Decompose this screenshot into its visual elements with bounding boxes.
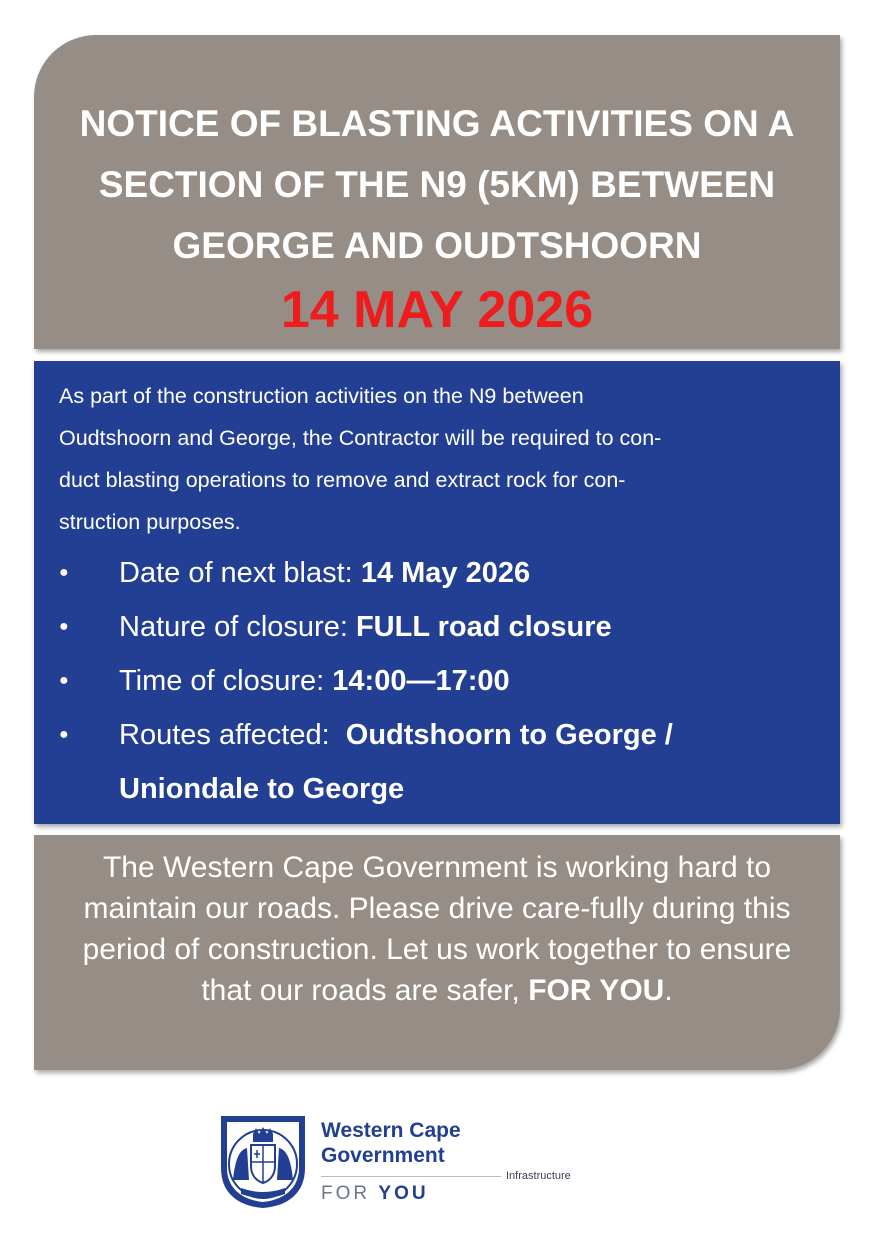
bullet-icon: ● (59, 672, 69, 689)
brand-divider (321, 1176, 501, 1177)
detail-label: Nature of closure: (119, 611, 356, 643)
detail-value: FULL road closure (355, 611, 612, 643)
notice-details (34, 361, 840, 824)
coat-of-arms-icon (215, 1110, 311, 1210)
notice-title: NOTICE OF BLASTING ACTIVITIES ON A SECTION OF THE N9 (5KM) BETWEEN GEORGE AND OUDTSHOORN (79, 103, 795, 266)
notice-header (34, 35, 840, 349)
detail-label: Date of next blast: (119, 557, 361, 589)
tagline-for: FOR (321, 1183, 371, 1204)
department-label: Infrastructure (506, 1170, 571, 1182)
intro-paragraph: As part of the construction activities on the N9 between Oudtshoorn and George, the Contractor will be required to con- duct blasting operations to remove and extract rock for con- struction purposes. (59, 384, 662, 534)
tagline-you: YOU (378, 1183, 429, 1204)
closing-text: The Western Cape Government is working hard to maintain our roads. Please drive care-fully during this period of construction. Let us work together to ensure that our roads are safer, (82, 851, 792, 1007)
detail-value: 14:00—17:00 (332, 665, 510, 697)
closing-message (54, 847, 820, 1011)
closing-period: . (664, 974, 673, 1007)
list-item-continuation (34, 762, 840, 816)
list-item (34, 546, 840, 600)
list-item (34, 600, 840, 654)
detail-label: Time of closure: (119, 665, 333, 697)
brand-line-2: Government (321, 1144, 445, 1167)
brand-line-1: Western Cape (321, 1119, 461, 1142)
wcg-logo (215, 1110, 595, 1210)
bullet-icon: ● (59, 564, 69, 581)
brand-name (321, 1118, 461, 1168)
details-list (34, 546, 840, 816)
bullet-icon: ● (59, 618, 69, 635)
list-item (34, 708, 840, 762)
detail-value: Oudtshoorn to George / (345, 719, 673, 751)
detail-value-continued: Uniondale to George (119, 773, 405, 805)
blast-date-headline: 14 MAY 2026 (280, 281, 594, 339)
brand-tagline (321, 1182, 429, 1206)
detail-label: Routes affected: (119, 719, 346, 751)
detail-value: 14 May 2026 (360, 557, 531, 589)
list-item (34, 654, 840, 708)
bullet-icon: ● (59, 726, 69, 743)
closing-emphasis: FOR YOU (528, 974, 665, 1007)
closing-panel (34, 835, 840, 1070)
